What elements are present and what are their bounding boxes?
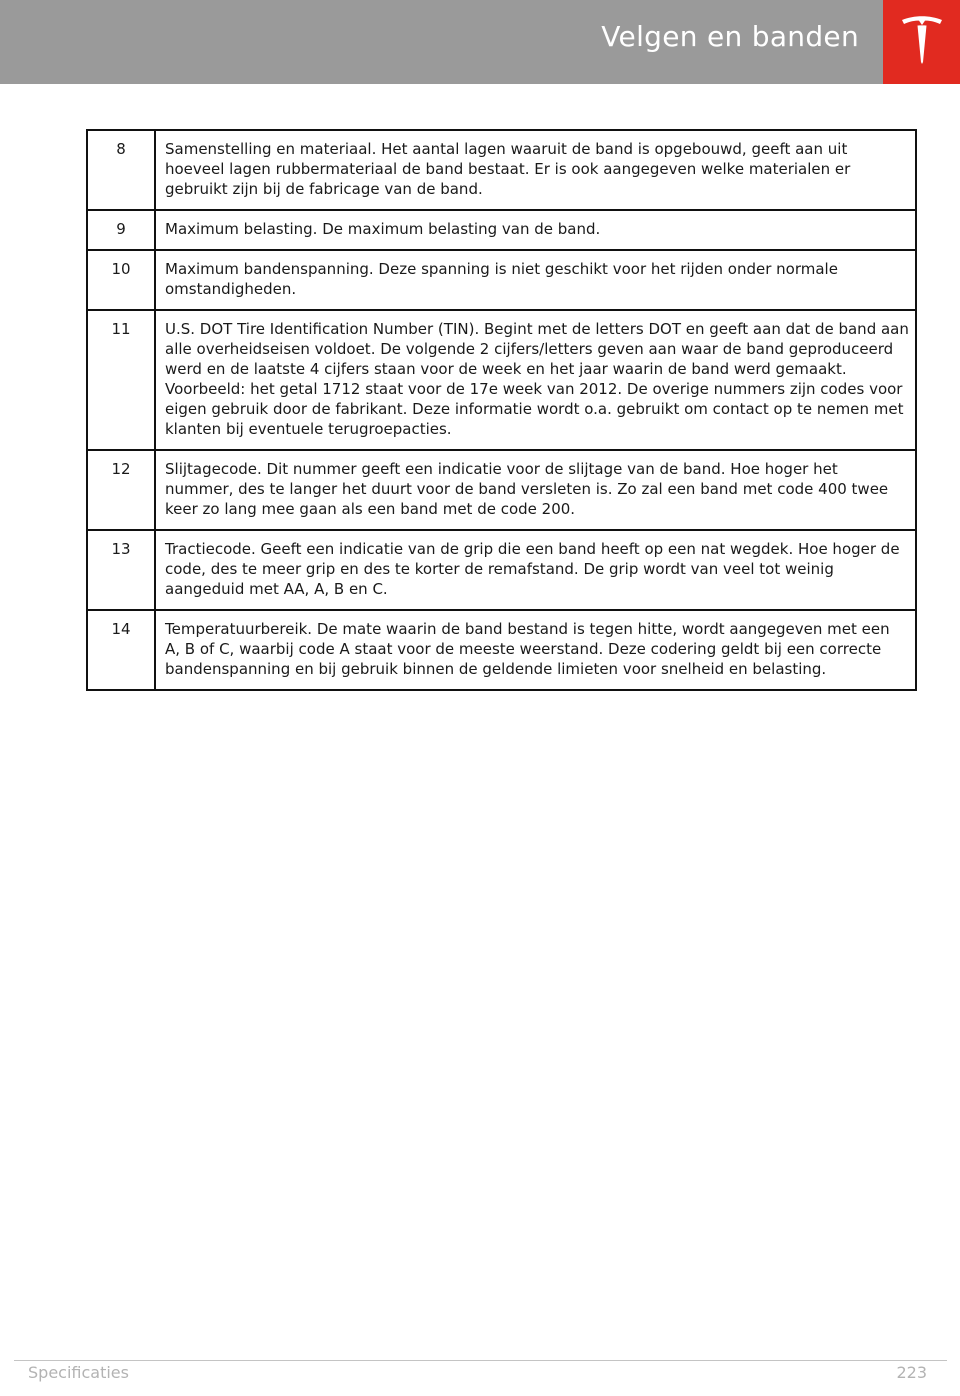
- logo-box: [883, 0, 960, 84]
- table-row: [87, 250, 916, 310]
- table-row: [87, 610, 916, 690]
- table-row: [87, 130, 916, 210]
- row-number: 11: [87, 310, 155, 450]
- row-description: Maximum bandenspanning. Deze spanning is niet geschikt voor het rijden onder normale omstandigheden.: [155, 250, 916, 310]
- row-number: 14: [87, 610, 155, 690]
- row-number: 10: [87, 250, 155, 310]
- tesla-logo-icon: [900, 14, 944, 66]
- table-row: [87, 210, 916, 250]
- row-description: Slijtagecode. Dit nummer geeft een indicatie voor de slijtage van de band. Hoe hoger het nummer, des te langer het duurt voor de band versleten is. Zo zal een band met code 400 twee keer zo lang mee gaan als een band met de code 200.: [155, 450, 916, 530]
- header-bar: [0, 0, 883, 84]
- spec-table: [86, 129, 917, 691]
- row-description: Maximum belasting. De maximum belasting van de band.: [155, 210, 916, 250]
- row-number: 13: [87, 530, 155, 610]
- row-number: 9: [87, 210, 155, 250]
- table-row: [87, 310, 916, 450]
- row-number: 12: [87, 450, 155, 530]
- footer-section-label: Specificaties: [28, 1363, 129, 1382]
- table-row: [87, 450, 916, 530]
- row-description: Tractiecode. Geeft een indicatie van de grip die een band heeft op een nat wegdek. Hoe hoger de code, des te meer grip en des te korter de remafstand. De grip wordt van veel tot weinig aangeduid met AA, A, B en C.: [155, 530, 916, 610]
- page-title: Velgen en banden: [601, 20, 859, 53]
- row-description: Samenstelling en materiaal. Het aantal lagen waaruit de band is opgebouwd, geeft aan uit hoeveel lagen rubbermateriaal de band bestaat. Er is ook aangegeven welke materialen er gebruikt zijn bij de fabricage van de band.: [155, 130, 916, 210]
- footer-divider: [14, 1360, 947, 1361]
- row-number: 8: [87, 130, 155, 210]
- row-description: U.S. DOT Tire Identification Number (TIN). Begint met de letters DOT en geeft aan dat de band aan alle overheidseisen voldoet. De volgende 2 cijfers/letters geven aan waar de band geproduceerd werd en de laatste 4 cijfers staan voor de week en het jaar waarin de band werd gemaakt. Voorbeeld: het getal 1712 staat voor de 17e week van 2012. De overige nummers zijn codes voor eigen gebruik door de fabrikant. Deze informatie wordt o.a. gebruikt om contact op te nemen met klanten bij eventuele terugroepacties.: [155, 310, 916, 450]
- footer-page-number: 223: [896, 1363, 927, 1382]
- row-description: Temperatuurbereik. De mate waarin de band bestand is tegen hitte, wordt aangegeven met een A, B of C, waarbij code A staat voor de meeste weerstand. Deze codering geldt bij een correcte bandenspanning en bij gebruik binnen de geldende limieten voor snelheid en belasting.: [155, 610, 916, 690]
- table-row: [87, 530, 916, 610]
